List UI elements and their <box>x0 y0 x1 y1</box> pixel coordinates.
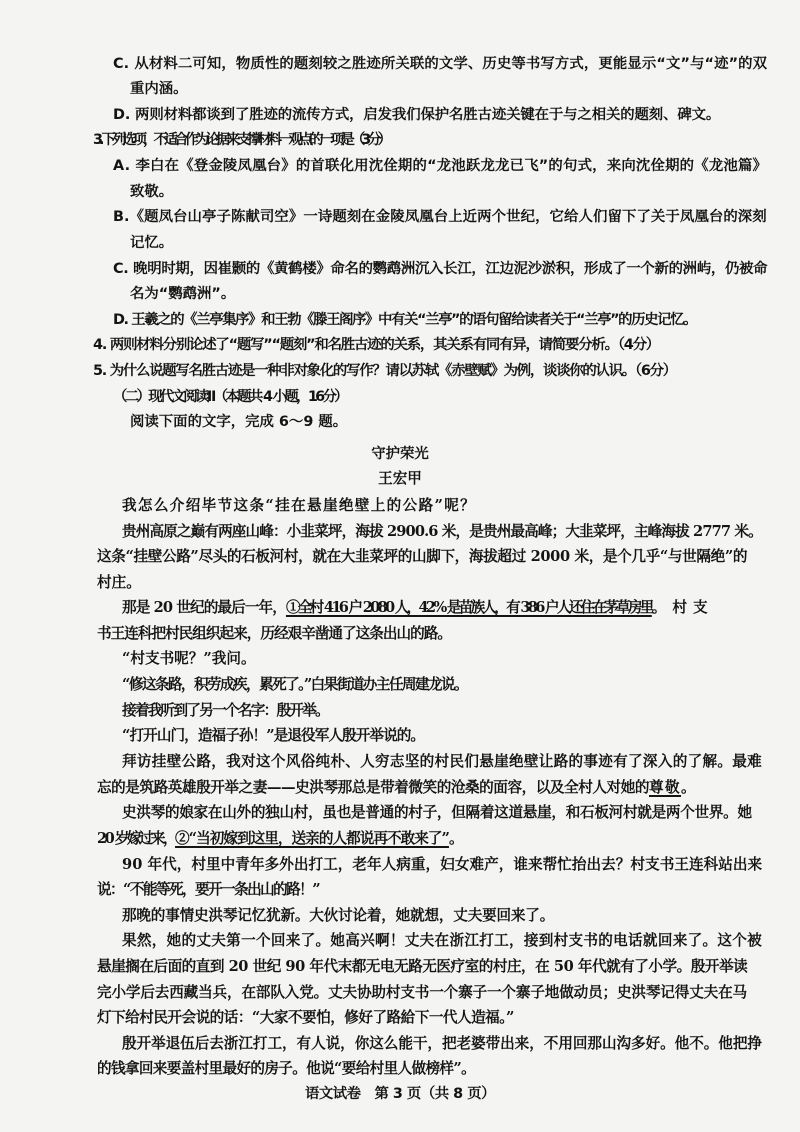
article-paragraph: “打开山门，造福子孙！”是退役军人殷开举说的。 <box>122 727 425 744</box>
q2-option-c-line2: 重内涵。 <box>130 81 188 97</box>
article-paragraph-line: 20 岁嫁过来，②“当初嫁到这里，送亲的人都说再不敢来了”。 <box>97 828 464 850</box>
article-paragraph-line: 悬崖搁在后面的直到 20 世纪 90 年代末都无电无路无医疗室的村庄，在 50 年代就有了小学。殷开举读 <box>97 958 748 975</box>
q3-option-c-line2: 名为“鹦鹉洲”。 <box>130 286 236 302</box>
article-paragraph-line: 村庄。 <box>97 574 141 591</box>
article-paragraph-line: 这条“挂壁公路”尽头的石板河村，就在大韭菜坪的山脚下，海拔超过 2000 米，是个几乎“与世隔绝”的 <box>97 548 748 565</box>
underlined-sentence-1: ①全村 416 户 2080 人，42% 是苗族人，有 386 户人还住在茅草房里 <box>285 599 652 616</box>
article-paragraph-line: 完小学后去西藏当兵，在部队入党。丈夫协助村支书一个寨子一个寨子地做动员；史洪琴记得丈夫在马 <box>97 984 747 1001</box>
q2-option-d: D. 两则材料都谈到了胜迹的流传方式，启发我们保护名胜古迹关键在于与之相关的题刻、碑文。 <box>113 107 721 123</box>
q3-option-a-line1: A. 李白在《登金陵凤凰台》的首联化用沈佺期的“龙池跃龙龙已飞”的句式，来向沈佺期的《龙池篇》 <box>113 158 768 174</box>
article-paragraph: 果然，她的丈夫第一个回来了。她高兴啊！丈夫在浙江打工，接到村支书的电话就回来了。这个被 <box>122 932 763 949</box>
article-paragraph: 贵州高原之巅有两座山峰：小韭菜坪，海拔 2900.6 米，是贵州最高峰；大韭菜坪，主峰海拔 2777 米。 <box>122 523 762 540</box>
article-paragraph-line: 忘的是筑路英雄殷开举之妻——史洪琴那总是带着微笑的沧桑的面容，以及全村人对她的尊敬。 <box>97 777 696 799</box>
q3-option-b-line1: B.《题凤台山亭子陈献司空》一诗题刻在金陵凤凰台上近两个世纪，它给人们留下了关于凤凰台的深刻 <box>113 209 767 225</box>
article-paragraph-line: 的钱拿回来要盖村里最好的房子。他说“要给村里人做榜样”。 <box>97 1060 476 1077</box>
underlined-word: 尊敬 <box>649 779 682 796</box>
article-paragraph: 我怎么介绍毕节这条“挂在悬崖绝壁上的公路”呢？ <box>122 497 477 514</box>
article-paragraph: “修这条路，积劳成疾，累死了。”白果街道办主任周建龙说。 <box>122 676 467 693</box>
article-paragraph: “村支书呢？”我问。 <box>122 650 256 667</box>
article-paragraph: 史洪琴的娘家在山外的独山村，虽也是普通的村子，但隔着这道悬崖，和石板河村就是两个世界。她 <box>122 804 752 821</box>
q3-option-b-line2: 记忆。 <box>130 235 174 251</box>
q5-stem: 5. 为什么说题写名胜古迹是一种非对象化的写作？请以苏轼《赤壁赋》为例，谈谈你的认识。（6分） <box>93 363 676 379</box>
article-paragraph: 殷开举退伍后去浙江打工，有人说，你这么能干，把老婆带出来，不用回那山沟多好。他不。他把挣 <box>122 1035 762 1052</box>
q3-option-a-line2: 致敬。 <box>130 184 174 200</box>
article-paragraph: 那晚的事情史洪琴记忆犹新。大伙讨论着，她就想，丈夫要回来了。 <box>122 907 555 924</box>
q3-option-c-line1: C. 晚明时期，因崔颢的《黄鹤楼》命名的鹦鹉洲沉入长江，江边泥沙淤积，形成了一个新的洲屿，仍被命 <box>113 261 768 277</box>
article-title: 守护荣光 <box>371 446 429 462</box>
article-paragraph-line: 书王连科把村民组织起来，历经艰辛凿通了这条出山的路。 <box>97 625 451 642</box>
page-footer: 语文试卷 第 3 页（共 8 页） <box>304 1086 496 1102</box>
article-paragraph: 拜访挂壁公路，我对这个风俗纯朴、人穷志坚的村民们悬崖绝壁让路的事迹有了深入的了解。最难 <box>122 753 763 770</box>
q4-stem: 4. 两则材料分别论述了“题写”“题刻”和名胜古迹的关系，其关系有同有异，请简要分析。（4分） <box>93 337 659 353</box>
article-paragraph-line: 说：“不能等死，要开一条出山的路！” <box>97 881 320 898</box>
section-heading: （二）现代文阅读Ⅱ（本题共 4 小题，16分） <box>113 389 347 405</box>
article-author: 王宏甲 <box>378 470 422 487</box>
article-paragraph: 接着我听到了另一个名字：殷开举。 <box>122 702 328 719</box>
underlined-sentence-2: ②“当初嫁到这里，送亲的人都说再不敢来了” <box>175 830 449 847</box>
article-paragraph: 90 年代，村里中青年多外出打工，老年人病重，妇女难产，谁来帮忙抬出去？村支书王连科站出来 <box>122 856 763 873</box>
q3-stem: 3. 下列选项，不适合作为论据来支撑材料一观点的一项是（3分） <box>93 132 389 148</box>
article-paragraph-line: 灯下给村民开会说的话：“大家不要怕，修好了路給下一代人造福。” <box>97 1009 514 1026</box>
q3-option-d: D. 王羲之的《兰亭集序》和王勃《滕王阁序》中有关“兰亭”的语句留给读者关于“兰亭”的历史记忆。 <box>113 312 697 328</box>
article-paragraph: 那是 20 世纪的最后一年，①全村 416 户 2080 人，42% 是苗族人，有 386 户人还住在茅草房里。村支 <box>122 597 714 619</box>
q2-option-c-line1: C. 从材料二可知，物质性的题刻较之胜迹所关联的文学、历史等书写方式，更能显示“文”与“迹”的双 <box>113 56 768 72</box>
section-instruction: 阅读下面的文字，完成 6～9 题。 <box>130 414 348 430</box>
